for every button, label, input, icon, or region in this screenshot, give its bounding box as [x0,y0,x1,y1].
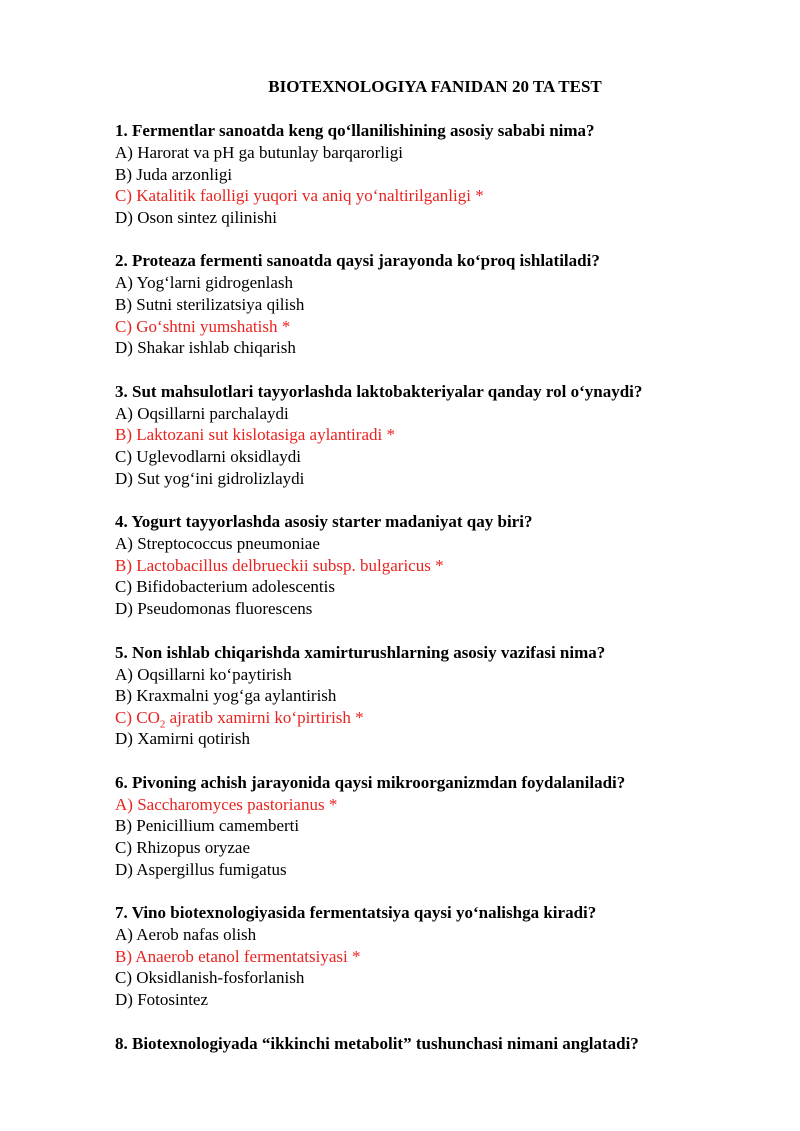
answer-option: C) Bifidobacterium adolescentis [115,577,335,597]
question-text: 2. Proteaza fermenti sanoatda qaysi jarayonda ko‘proq ishlatiladi? [115,251,600,271]
question-block [115,772,755,880]
answer-option: B) Penicillium camemberti [115,816,300,836]
correct-answer-option: B) Anaerob etanol fermentatsiyasi * [115,946,361,966]
question-text: 1. Fermentlar sanoatda keng qo‘llanilishining asosiy sababi nima? [115,121,595,140]
correct-answer-option: C) Katalitik faolligi yuqori va aniq yo‘naltirilganligi * [115,186,484,206]
answer-option: D) Oson sintez qilinishi [115,207,277,227]
answer-option: D) Shakar ishlab chiqarish [115,338,296,358]
answer-option: C) Uglevodlarni oksidlaydi [115,446,302,466]
document-page [115,76,755,1077]
correct-answer-option: A) Saccharomyces pastorianus * [115,794,338,814]
answer-option: D) Aspergillus fumigatus [115,859,287,879]
answer-option: A) Aerob nafas olish [115,925,257,945]
correct-answer-option: C) Go‘shtni yumshatish * [115,316,291,336]
question-block [115,1033,755,1055]
document-title: BIOTEXNOLOGIYA FANIDAN 20 TA TEST [268,77,602,96]
question-text: 6. Pivoning achish jarayonida qaysi mikroorganizmdan foydalaniladi? [115,772,626,792]
answer-option: D) Fotosintez [115,990,209,1010]
question-text: 4. Yogurt tayyorlashda asosiy starter madaniyat qay biri? [115,512,533,532]
answer-option: A) Streptococcus pneumoniae [115,534,320,554]
question-block [115,120,755,228]
answer-option: B) Sutni sterilizatsiya qilish [115,294,305,314]
question-block [115,381,755,489]
answer-option: C) Rhizopus oryzae [115,838,251,858]
answer-option: B) Juda arzonligi [115,164,233,184]
correct-answer-option: C) $CO_2$ ajratib xamirni ko‘pirtirish * [115,707,364,731]
answer-option: A) Oqsillarni parchalaydi [115,403,289,423]
answer-option: A) Oqsillarni ko‘paytirish [115,664,292,684]
answer-option: D) Sut yog‘ini gidrolizlaydi [115,468,305,488]
answer-option: A) Yog‘larni gidrogenlash [115,273,294,293]
answer-option: A) Harorat va pH ga butunlay barqarorligi [115,143,403,162]
answer-option: C) Oksidlanish-fosforlanish [115,968,305,988]
subscript-two: 2 [159,718,166,731]
question-text: 7. Vino biotexnologiyasida fermentatsiya qaysi yo‘nalishga kiradi? [115,903,597,923]
answer-option: D) Xamirni qotirish [115,729,251,749]
question-text: 8. Biotexnologiyada “ikkinchi metabolit” tushunchasi nimani anglatadi? [115,1033,639,1053]
question-block [115,902,755,1010]
question-text: 5. Non ishlab chiqarishda xamirturushlarning asosiy vazifasi nima? [115,642,606,662]
question-block [115,642,755,750]
question-block [115,511,755,619]
correct-answer-option: B) Lactobacillus delbrueckii subsp. bulgaricus * [115,555,444,575]
question-block [115,250,755,358]
answer-option: B) Kraxmalni yog‘ga aylantirish [115,686,337,706]
question-text: 3. Sut mahsulotlari tayyorlashda laktobakteriyalar qanday rol o‘ynaydi? [115,381,643,401]
answer-option: D) Pseudomonas fluorescens [115,598,313,618]
correct-answer-option: B) Laktozani sut kislotasiga aylantiradi * [115,425,395,445]
